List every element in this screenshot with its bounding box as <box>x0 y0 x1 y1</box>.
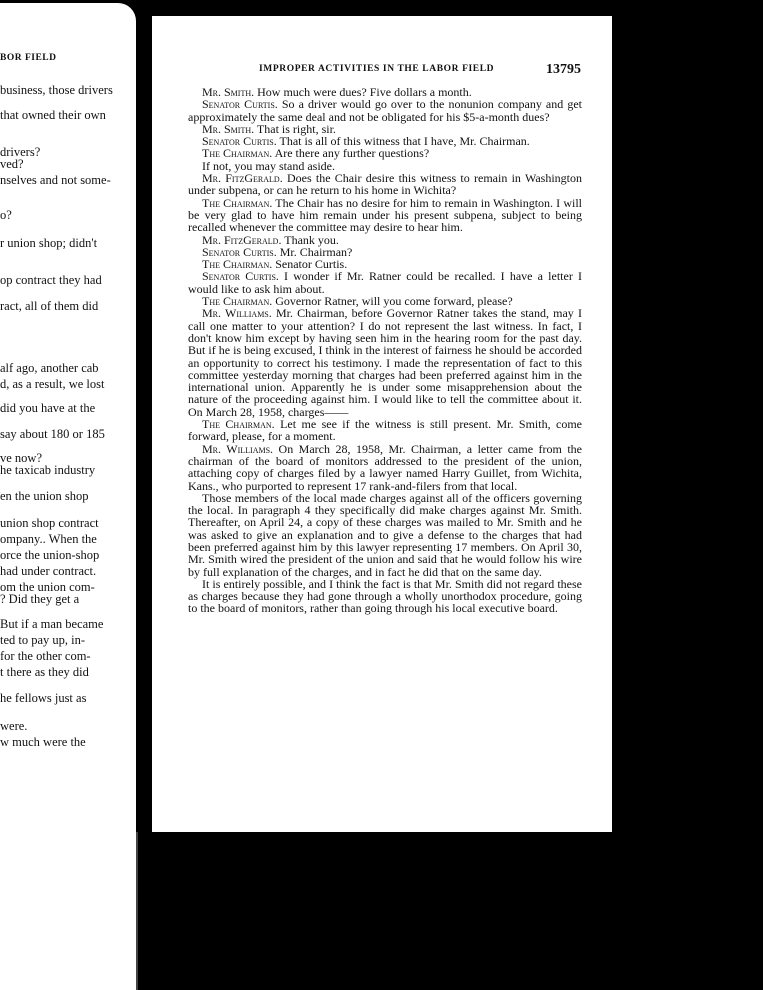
speaker-name: Senator Curtis. <box>202 269 279 284</box>
page-number: 13795 <box>546 62 581 77</box>
paragraph-text: Mr. Chairman? <box>276 244 353 259</box>
left-page-line: he taxicab industry <box>0 463 96 477</box>
left-page-line: drivers? <box>0 145 41 159</box>
speaker-name: The Chairman. <box>202 195 273 210</box>
left-page-line: he fellows just as <box>0 691 87 705</box>
speaker-name: Mr. Smith. <box>202 85 255 99</box>
speaker-name: Senator Curtis. <box>202 134 277 149</box>
left-page-line: d, as a result, we lost <box>0 377 105 391</box>
left-page-line: ? Did they get a <box>0 592 80 606</box>
paragraph-text: How much were dues? Five dollars a month. <box>254 85 472 99</box>
left-page-line: say about 180 or 185 <box>0 427 105 441</box>
body-paragraph <box>188 578 582 615</box>
body-paragraph <box>188 270 582 295</box>
left-page-line: nselves and not some- <box>0 173 111 187</box>
paragraph-text: On March 28, 1958, Mr. Chairman, a letter came from the chairman of the board of monitors addressed to the president of the union, attaching copy of charges filed by a lawyer named Harry Guillet, from Wichita, Kans., who purported to represent 17 rank-and-filers from that local. <box>188 441 582 493</box>
body-paragraph <box>188 307 582 418</box>
speaker-name: Mr. Smith. <box>202 121 255 136</box>
body-paragraph <box>188 418 582 443</box>
speaker-name: Mr. Williams. <box>202 441 274 456</box>
page-body <box>188 86 582 615</box>
left-page-line: r union shop; didn't <box>0 236 98 250</box>
paragraph-text: Are there any further questions? <box>272 146 430 161</box>
speaker-name: The Chairman. <box>202 417 275 432</box>
left-page-line: ved? <box>0 157 24 171</box>
left-page-line: did you have at the <box>0 401 96 415</box>
left-page-line: union shop contract <box>0 516 99 530</box>
body-paragraph <box>188 197 582 234</box>
paragraph-text: Does the Chair desire this witness to remain in Washington under subpena, or can he return to his home in Wichita? <box>188 171 582 198</box>
left-page-line: for the other com- <box>0 649 91 663</box>
left-page-line: om the union com- <box>0 580 95 594</box>
speaker-name: The Chairman. <box>202 146 273 161</box>
left-page-line: business, those drivers <box>0 83 113 97</box>
left-page-line: ract, all of them did <box>0 299 99 313</box>
left-page-line: But if a man became <box>0 617 104 631</box>
paragraph-text: Thank you. <box>281 232 339 247</box>
left-page-fragment <box>0 3 136 990</box>
paragraph-text: That is right, sir. <box>254 121 336 136</box>
left-page-line: alf ago, another cab <box>0 361 99 375</box>
paragraph-text: That is all of this witness that I have, Mr. Chairman. <box>276 134 530 149</box>
speaker-name: Mr. FitzGerald. <box>202 232 282 247</box>
left-page-line: w much were the <box>0 735 86 749</box>
left-page-line: en the union shop <box>0 489 89 503</box>
body-paragraph <box>188 172 582 197</box>
left-page-line: were. <box>0 719 28 733</box>
body-paragraph <box>188 492 582 578</box>
left-page-line: ve now? <box>0 451 42 465</box>
paragraph-text: The Chair has no desire for him to remain in Washington. I will be very glad to have him remain under his present subpena, subject to being recalled whenever the committee may desire to hear him. <box>188 195 582 235</box>
speaker-name: Mr. FitzGerald. <box>202 171 283 186</box>
paragraph-text: Governor Ratner, will you come forward, please? <box>272 294 513 309</box>
paragraph-text: Those members of the local made charges against all of the officers governing the local. In paragraph 4 they specifically did make charges against Mr. Smith. Thereafter, on April 24, a copy of these charges was mailed to Mr. Smith and he was asked to give an explanation and to give a defense to the charges that had been preferred against him by this lawyer representing 17 members. On April 30, Mr. Smith wired the president of the union and said that he would follow his wire by full explanation of the charges, and in fact he did that on the same day. <box>188 490 582 579</box>
right-page <box>152 16 612 832</box>
body-paragraph <box>188 98 582 123</box>
left-page-line: o? <box>0 208 12 222</box>
speaker-name: Mr. Williams. <box>202 306 272 321</box>
body-paragraph <box>188 443 582 492</box>
paragraph-text: Mr. Chairman, before Governor Ratner takes the stand, may I call one matter to your attention? I do not represent the last witness. In fact, I don't know him except by having seen him in the hearing room for the past day. But if he is being excused, I think in the interest of fairness he should be accorded an opportunity to correct his testimony. I made the representation of fact to this committee yesterday morning that charges had been preferred against him in the international union. Apparently he is under some misapprehension about the nature of the proceeding against him. I would like to tell the committee about it. On March 28, 1958, charges—— <box>188 306 582 419</box>
speaker-name: The Chairman. <box>202 257 273 272</box>
page-edge-shadow <box>136 832 138 990</box>
left-page-line: ompany.. When the <box>0 532 97 546</box>
left-running-head: BOR FIELD <box>0 53 57 63</box>
paragraph-text: Let me see if the witness is still present. Mr. Smith, come forward, please, for a moment. <box>188 417 582 444</box>
paragraph-text: Senator Curtis. <box>272 257 348 272</box>
left-page-line: had under contract. <box>0 564 97 578</box>
paragraph-text: So a driver would go over to the nonunion company and get approximately the same deal and not be obligated for his $5-a-month dues? <box>188 97 582 124</box>
paragraph-text: It is entirely possible, and I think the fact is that Mr. Smith did not regard these as charges because they had gone through a wholly unorthodox procedure, going to the board of monitors, rather than going through his local executive board. <box>188 576 582 616</box>
left-page-line: op contract they had <box>0 273 102 287</box>
running-head: IMPROPER ACTIVITIES IN THE LABOR FIELD <box>259 64 495 74</box>
left-page-line: t there as they did <box>0 665 89 679</box>
left-page-line: that owned their own <box>0 108 106 122</box>
speaker-name: Senator Curtis. <box>202 244 277 259</box>
left-page-line: orce the union-shop <box>0 548 100 562</box>
left-page-line: ted to pay up, in- <box>0 633 86 647</box>
speaker-name: Senator Curtis. <box>202 97 278 112</box>
paragraph-text: I wonder if Mr. Ratner could be recalled. I have a letter I would like to ask him about. <box>188 269 582 296</box>
speaker-name: The Chairman. <box>202 294 273 309</box>
paragraph-text: If not, you may stand aside. <box>202 158 335 173</box>
